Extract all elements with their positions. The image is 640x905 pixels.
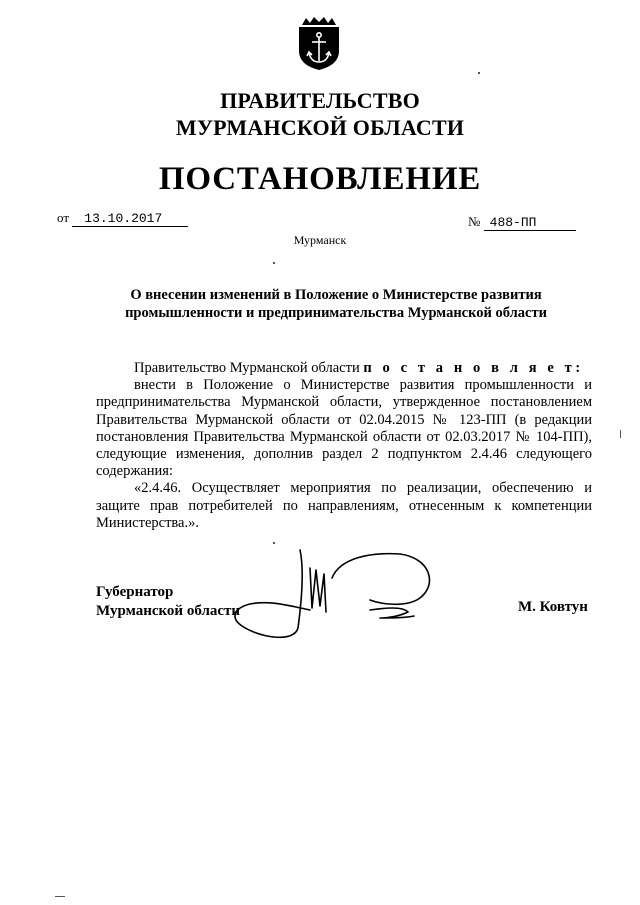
decree-word: п о с т а н о в л я е т: <box>363 360 584 376</box>
subject-line1: О внесении изменений в Положение о Министерстве развития <box>130 287 542 303</box>
decree-intro-text: Правительство Мурманской области <box>134 360 360 376</box>
signatory-name: М. Ковтун <box>518 599 588 615</box>
date-value: 13.10.2017 <box>72 212 188 227</box>
org-name-line2: МУРМАНСКОЙ ОБЛАСТИ <box>175 115 465 140</box>
body-paragraph-1: внести в Положение о Министерстве развития промышленности и предпринимательства Мурманской области, утвержденное постановлением Правительства Мурманской области от 02.04.2015 № 123-ПП (в редакции постановления Правительства Мурманской области от 02.03.2017 № 104-ПП), следующие изменения, дополнив раздел 2 подпунктом 2.4.46 следующего содержания: <box>96 377 592 480</box>
document-subject <box>95 286 577 322</box>
handwritten-signature-icon <box>220 548 450 658</box>
scan-speck <box>55 896 65 897</box>
scan-speck <box>478 72 480 74</box>
signatory-title-line1: Губернатор <box>96 584 174 600</box>
coat-of-arms-icon <box>296 15 342 71</box>
scan-speck <box>273 542 275 544</box>
document-body <box>96 360 592 532</box>
city-name: Мурманск <box>293 233 347 247</box>
signatory-title <box>96 583 240 621</box>
scan-speck <box>273 262 275 264</box>
subject-line2: промышленности и предпринимательства Мурманской области <box>125 305 547 321</box>
number-field <box>468 214 576 231</box>
document-type-title: ПОСТАНОВЛЕНИЕ <box>158 161 482 197</box>
date-field <box>57 210 188 227</box>
decree-intro <box>96 360 592 377</box>
scan-speck <box>620 430 621 438</box>
number-label: № <box>468 214 481 229</box>
number-value: 488-ПП <box>484 216 576 231</box>
body-paragraph-2: «2.4.46. Осуществляет мероприятия по реализации, обеспечению и защите прав потребителей по направлениям, отнесенным к компетенции Министерства.». <box>96 480 592 531</box>
signatory-title-line2: Мурманской области <box>96 603 241 619</box>
date-label: от <box>57 210 70 225</box>
org-name-line1: ПРАВИТЕЛЬСТВО <box>220 88 420 113</box>
